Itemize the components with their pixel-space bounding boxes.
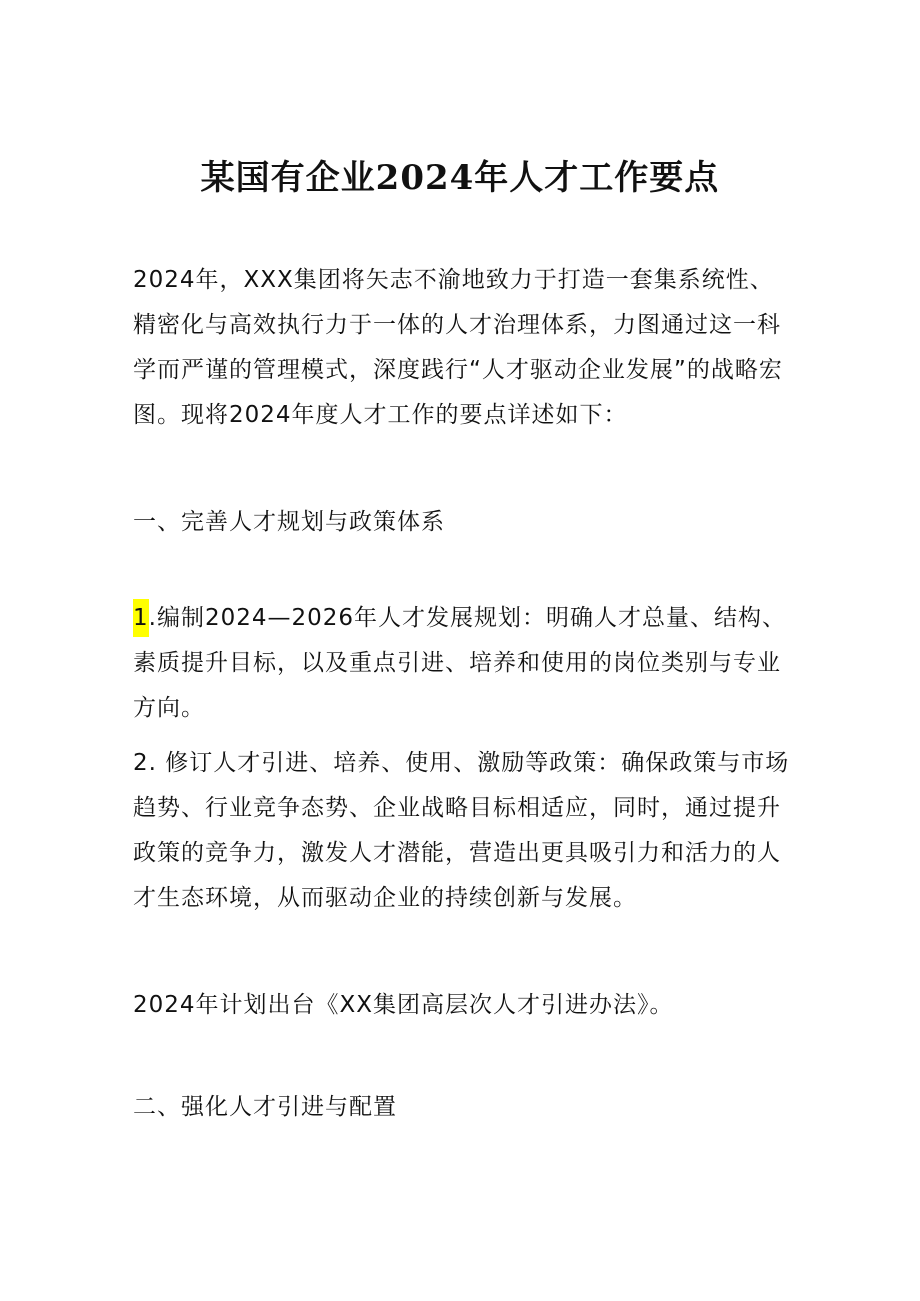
item-1-paragraph [133,596,793,731]
item-2-paragraph: 2. 修订人才引进、培养、使用、激励等政策：确保政策与市场趋势、行业竞争态势、企业战略目标相适应，同时，通过提升政策的竞争力，激发人才潜能，营造出更具吸引力和活力的人才生态环境，从而驱动企业的持续创新与发展。 [133,750,790,911]
highlighted-item-number: 1 [133,599,149,637]
document-title: 某国有企业2024年人才工作要点 [200,157,720,198]
item-1-text: .编制2024—2026年人才发展规划：明确人才总量、结构、素质提升目标，以及重点引进、培养和使用的岗位类别与专业方向。 [133,605,787,721]
section-1-heading: 一、完善人才规划与政策体系 [133,509,445,535]
plan-note-paragraph: 2024年计划出台《XX集团高层次人才引进办法》。 [133,992,674,1018]
section-2-heading: 二、强化人才引进与配置 [133,1094,397,1120]
intro-paragraph: 2024年，XXX集团将矢志不渝地致力于打造一套集系统性、精密化与高效执行力于一体的人才治理体系，力图通过这一科学而严谨的管理模式，深度践行“人才驱动企业发展”的战略宏图。现将2024年度人才工作的要点详述如下： [133,267,783,428]
